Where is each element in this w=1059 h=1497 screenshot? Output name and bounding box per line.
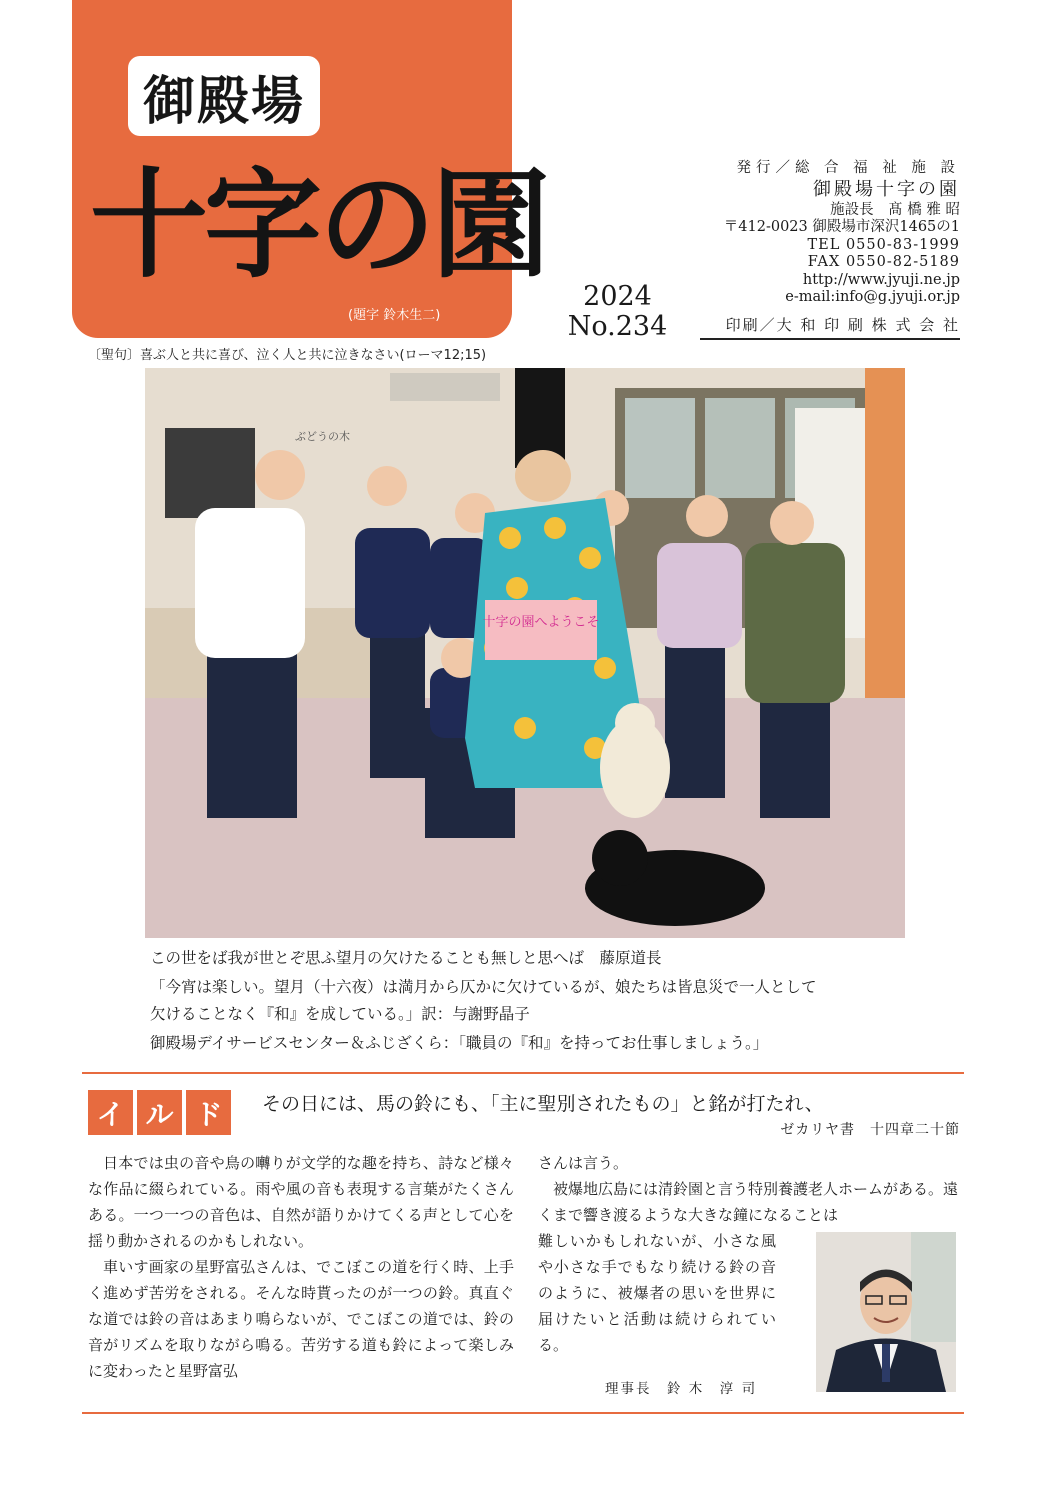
tile-do: ド	[186, 1090, 231, 1135]
paragraph: 難しいかもしれないが、小さな風や小さな手でもなり続ける鈴の音のように、被爆者の思いを世界に届けたいと活動は続けられている。	[538, 1232, 776, 1354]
facility-name: 御殿場十字の園	[813, 178, 960, 200]
paragraph: 被爆地広島には清鈴園と言う特別養護老人ホームがある。遠くまで響き渡るような大きな鐘になることは	[538, 1180, 959, 1224]
printer: 印刷／大 和 印 刷 株 式 会 社	[700, 314, 960, 340]
divider-bottom	[82, 1412, 964, 1414]
divider-top	[82, 1072, 964, 1074]
tel: TEL 0550-83-1999	[807, 236, 960, 253]
caption-translation-2: 欠けることなく『和』を成している。」訳：与謝野晶子	[150, 1005, 530, 1023]
title-calligrapher: (題字 鈴木生二)	[348, 308, 441, 323]
caption-team-motto: 御殿場デイサービスセンター＆ふじざくら：「職員の『和』を持ってお仕事しましょう。」	[150, 1034, 769, 1052]
issue-number: No.234	[567, 311, 668, 342]
newsletter-title: 十字の園	[90, 155, 547, 294]
issue-info	[560, 282, 675, 342]
photo-illustration	[145, 368, 905, 938]
scripture-source: ゼカリヤ書 十四章二十節	[780, 1122, 960, 1138]
address: 〒412-0023 御殿場市深沢1465の1	[723, 219, 960, 235]
wall-sign: ぶどうの木	[295, 430, 350, 443]
paragraph: 車いす画家の星野富弘さんは、でこぼこの道を行く時、上手く進めず苦労をされる。そんな時貰ったのが一つの鈴。真直ぐな道では鈴の音はあまり鳴らないが、でこぼこの道では、鈴の音がリズムを取りながら鳴る。苦労する道も鈴によって楽しみに変わったと星野富弘	[88, 1258, 514, 1380]
caption-translation-1: 「今宵は楽しい。望月（十六夜）は満月から仄かに欠けているが、娘たちは皆息災で一人として	[150, 978, 817, 996]
website-url[interactable]: http://www.jyuji.ne.jp	[802, 271, 960, 288]
publisher-block	[690, 160, 960, 307]
column-title-tiles	[88, 1090, 231, 1135]
paragraph: 日本では虫の音や鳥の囀りが文学的な趣を持ち、詩など様々な作品に綴られている。雨や風の音も表現する言葉がたくさんある。一つ一つの音色は、自然が語りかけてくる声として心を揺り動かされるのかもしれない。	[88, 1154, 514, 1250]
fax: FAX 0550-82-5189	[807, 254, 960, 270]
bible-verse: 〔聖句〕喜ぶ人と共に喜び、泣く人と共に泣きなさい(ローマ12;15)	[88, 348, 487, 363]
column-left	[88, 1150, 514, 1384]
tile-ru: ル	[137, 1090, 182, 1135]
director-name: 施設長 髙 橋 雅 昭	[830, 201, 960, 218]
staff-group-photo	[145, 368, 905, 938]
publisher-line: 発行／総 合 福 祉 施 設	[736, 160, 960, 176]
place-name: 御殿場	[142, 70, 305, 132]
column-right-top	[538, 1150, 958, 1228]
tile-i: イ	[88, 1090, 133, 1135]
portrait-illustration	[816, 1232, 956, 1392]
author-portrait	[816, 1232, 956, 1392]
caption-poem: この世をば我が世とぞ思ふ望月の欠けたることも無しと思へば 藤原道長	[150, 949, 662, 967]
paragraph: さんは言う。	[538, 1154, 629, 1172]
issue-year: 2024	[583, 281, 652, 312]
email[interactable]: e-mail:info@g.jyuji.or.jp	[785, 289, 960, 305]
welcome-sign: 十字の園へようこそ	[482, 615, 600, 630]
scripture-quote: その日には、馬の鈴にも、「主に聖別されたもの」と銘が打たれ、	[262, 1093, 824, 1115]
column-right-mid	[538, 1228, 776, 1358]
place-name-box	[128, 56, 320, 136]
column-author: 理事長 鈴 木 淳 司	[605, 1381, 758, 1397]
